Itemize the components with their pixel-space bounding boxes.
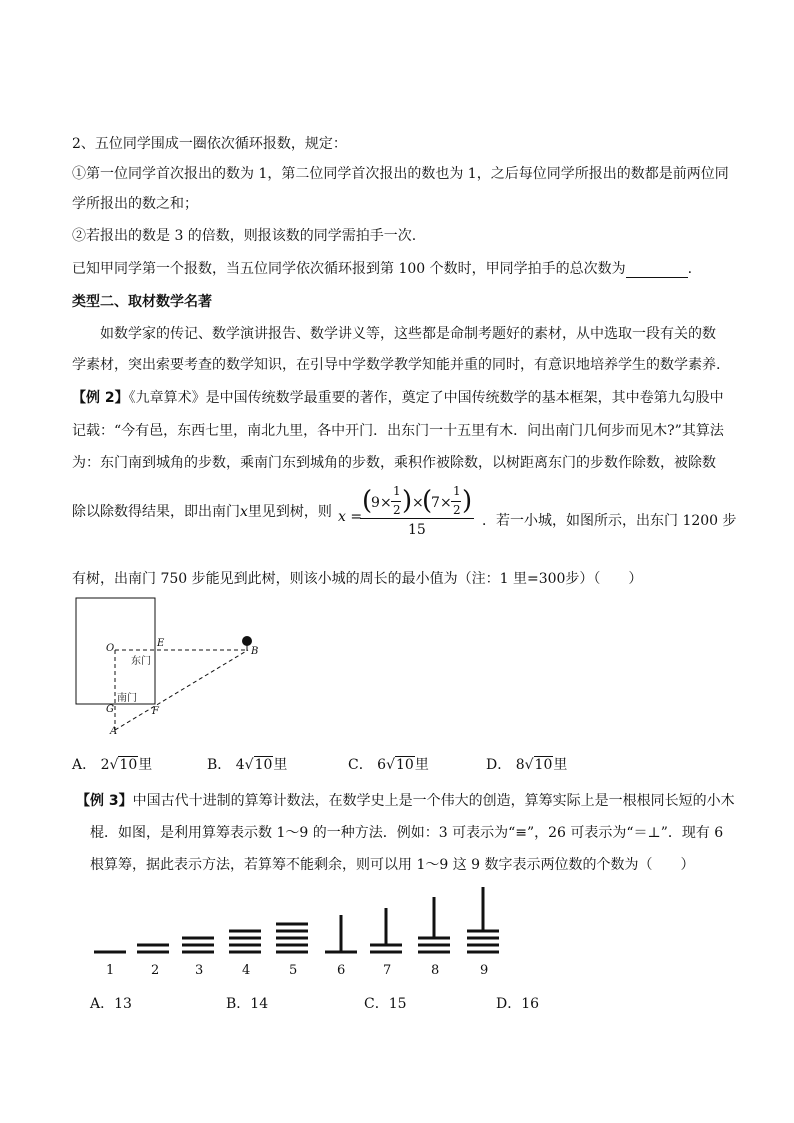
example3-line3: 根算筹，据此表示方法，若算筹不能剩余，则可以用 1～9 这 9 数字表示两位数的个数为（ ） <box>90 857 695 873</box>
label-g: G <box>106 704 114 715</box>
section-heading: 类型二、取材数学名著 <box>72 294 212 310</box>
label-east-gate: 东门 <box>131 656 151 667</box>
example2-line3: 为：东门南到城角的步数，乘南门东到城角的步数，乘积作被除数，以树距离东门的步数作除数，被除数 <box>72 455 716 471</box>
left-paren-1: ( <box>362 486 373 516</box>
seven: 7 <box>431 495 440 511</box>
option-c[interactable] <box>348 754 429 774</box>
label-a: A <box>110 726 118 737</box>
option-b-radicand: 10 <box>254 757 273 773</box>
option-a-coef: 2 <box>100 757 110 773</box>
example2-tag: 【例 2】 <box>72 390 129 406</box>
formula-lhs: x = <box>338 509 363 525</box>
example3-text1: 中国古代十进制的算筹计数法，在数学史上是一个伟大的创造，算筹实际上是一根根同长短的小木 <box>132 793 735 809</box>
rod-label: 5 <box>289 963 298 978</box>
denominator: 15 <box>408 522 426 538</box>
rod-3 <box>182 938 214 952</box>
var-x: x <box>240 504 248 520</box>
option-b-unit: 里 <box>273 757 288 773</box>
option-b[interactable] <box>207 754 287 774</box>
rod-6 <box>325 915 357 952</box>
sqrt-icon: √ <box>109 757 119 773</box>
example2-line4 <box>72 502 332 522</box>
example3-line2: 棍．如图，是利用算筹表示数 1～9 的一种方法．例如：3 可表示为“≡”，26 可表示为“＝⊥”．现有 6 <box>90 825 724 841</box>
label-south-gate: 南门 <box>117 693 137 704</box>
option-c-letter: C． <box>348 757 373 773</box>
option-b-coef: 4 <box>235 757 245 773</box>
option-d-radicand: 10 <box>534 757 553 773</box>
left-paren-2: ( <box>422 486 433 516</box>
counting-rods <box>90 885 510 960</box>
option-b-letter: B． <box>207 757 232 773</box>
right-paren-1: ) <box>402 486 413 516</box>
half-bar-1 <box>391 501 401 502</box>
rod-2 <box>137 945 169 952</box>
tree-icon <box>242 636 252 646</box>
section-intro-line1: 如数学家的传记、数学演讲报告、数学讲义等，这些都是命制考题好的素材，从中选取一段有关的数 <box>100 326 716 342</box>
rod-label: 3 <box>195 963 204 978</box>
nine: 9 <box>371 495 380 511</box>
rod-8 <box>418 897 450 952</box>
example2-line1 <box>72 389 724 407</box>
rod-label: 7 <box>383 963 392 978</box>
section-intro-line2: 学素材，突出索要考查的数学知识，在引导中学数学教学知能并重的同时，有意识地培养学生的数学素养. <box>72 357 721 373</box>
example2-text1: 《九章算术》是中国传统数学最重要的著作，奠定了中国传统数学的基本框架，其中卷第九勾股中 <box>128 390 724 406</box>
problem2-line2: ①第一位同学首次报出的数为 1，第二位同学首次报出的数也为 1，之后每位同学所报出的数都是前两位同 <box>72 166 729 182</box>
option-c-radicand: 10 <box>396 757 414 773</box>
problem2-line5 <box>72 260 692 278</box>
problem2-period: . <box>687 261 693 277</box>
city-figure <box>70 595 270 740</box>
option-d-16[interactable]: D．16 <box>496 996 540 1012</box>
half-den-1: 2 <box>393 503 401 517</box>
example2-text4b: 里见到树，则 <box>247 504 332 520</box>
option-a-13[interactable]: A．13 <box>90 996 132 1012</box>
rod-label: 2 <box>151 963 160 978</box>
rod-7 <box>370 908 402 952</box>
label-o: O <box>106 643 115 654</box>
example2-text4a: 除以除数得结果，即出南门 <box>72 504 240 520</box>
example2-line2: 记载：“今有邑，东西七里，南北九里，各中开门．出东门一十五里有木．问出南门几何步而见木?”其算法 <box>72 423 724 439</box>
option-a-letter: A． <box>72 757 97 773</box>
main-fraction-bar <box>360 518 474 519</box>
example2-line5: 有树，出南门 750 步能见到此树，则该小城的周长的最小值为（注：1 里=300步）（ ） <box>72 571 643 587</box>
example2-line4c: ．若一小城，如图所示，出东门 1200 步 <box>482 513 737 529</box>
answer-blank[interactable] <box>626 263 688 278</box>
half-num-2: 1 <box>453 484 461 498</box>
sqrt-icon: √ <box>386 757 396 773</box>
half-num-1: 1 <box>393 484 401 498</box>
half-den-2: 2 <box>453 503 461 517</box>
times-2: × <box>440 495 452 511</box>
problem2-line1: 2、五位同学围成一圈依次循环报数，规定： <box>72 136 347 152</box>
option-a-unit: 里 <box>138 757 153 773</box>
label-e: E <box>157 638 165 649</box>
sqrt-icon: √ <box>524 757 534 773</box>
problem2-line4: ②若报出的数是 3 的倍数，则报该数的同学需拍手一次. <box>72 228 417 244</box>
rod-9 <box>467 887 499 952</box>
option-d-unit: 里 <box>553 757 568 773</box>
right-paren-2: ) <box>462 486 473 516</box>
option-c-unit: 里 <box>414 757 429 773</box>
times-1: × <box>380 495 392 511</box>
label-f: F <box>152 706 159 717</box>
sqrt-icon: √ <box>244 757 254 773</box>
half-bar-2 <box>451 501 461 502</box>
option-c-15[interactable]: C．15 <box>364 996 407 1012</box>
rod-label: 9 <box>480 963 489 978</box>
rod-label: 8 <box>431 963 440 978</box>
option-d-coef: 8 <box>515 757 525 773</box>
times-mid: × <box>412 495 424 511</box>
problem2-line3: 学所报出的数之和； <box>72 196 198 212</box>
option-b-14[interactable]: B．14 <box>226 996 269 1012</box>
rod-5 <box>276 924 308 952</box>
example3-tag: 【例 3】 <box>76 793 133 809</box>
option-a[interactable] <box>72 754 152 774</box>
rod-4 <box>229 931 261 952</box>
option-a-radicand: 10 <box>119 757 138 773</box>
rod-label: 6 <box>337 963 346 978</box>
option-d[interactable] <box>486 754 567 774</box>
option-d-letter: D． <box>486 757 512 773</box>
formula <box>338 482 478 554</box>
example3-line1 <box>76 792 735 810</box>
rod-label: 1 <box>106 963 115 978</box>
label-b: B <box>251 646 259 657</box>
problem2-question: 已知甲同学第一个报数，当五位同学依次循环报到第 100 个数时，甲同学拍手的总次数为 <box>72 261 626 277</box>
rod-label: 4 <box>242 963 251 978</box>
option-c-coef: 6 <box>377 757 387 773</box>
